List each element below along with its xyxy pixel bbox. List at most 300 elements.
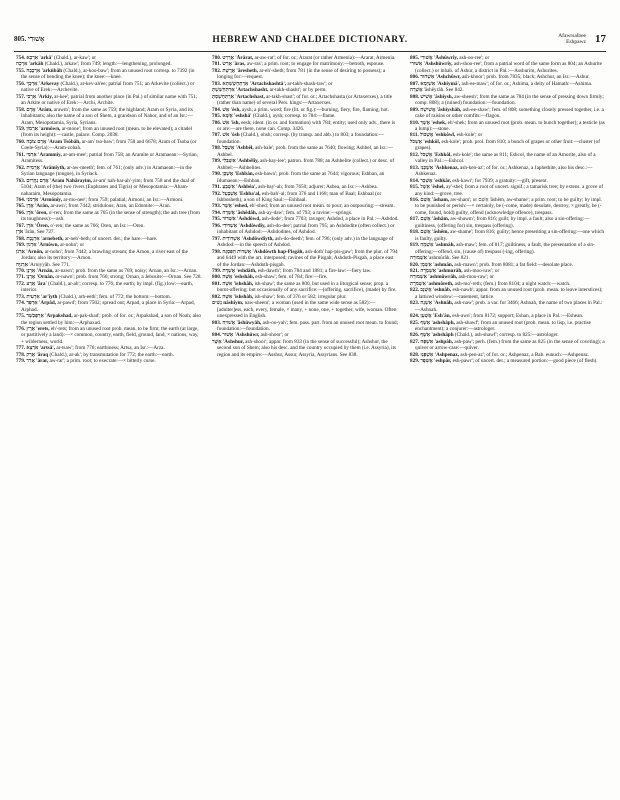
entry-number: 765. (16, 203, 26, 210)
entry-definition: ar-am' nah-har-ah'-yim; from 758 and the dual of 5104; Aram of (the) two rivers (Euphrates and Tigris) or Mesopotamia:—Aham-naharaim, Mesopotamia. (21, 177, 195, 197)
entry-number: 800. (212, 274, 222, 281)
entry-definition: esh-kole'; prob. prol. from 810; a bunch of grapes or other fruit:—cluster (of grapes). (415, 138, 600, 152)
entry-definition: ar-mo-nee'; from 759; palatial; Armoni, an Isr.:—Armoni. (63, 196, 184, 203)
entry-headword: אֶשְׁבָּן 'Eshbân, (222, 171, 254, 178)
entry-number: 777. (16, 345, 26, 352)
entry-headword: אִשָּׁה 'ishshâh, (222, 293, 254, 300)
entry-headword: אַשָּׁף 'ashshâph (420, 332, 454, 339)
entry-definition: esh-bah'-al; from 376 and 1168; man of Baal; Eshbaal (or Ishbosheth), a son of King Saul:—Eshbaal. (217, 190, 382, 203)
entry-definition: esh-kole'; or (456, 132, 483, 139)
entry-number: 821. (410, 267, 420, 274)
entry-headword: אַשְׁחוּר 'Ashchûwr, (420, 74, 461, 81)
entry-number: 776. (16, 326, 26, 333)
entry-headword: אֲרַק 'ăraq (26, 351, 49, 358)
dictionary-entry (16, 152, 202, 165)
entry-definition: ar-aw-meeth'; fem. of 761; (only adv.) in Aramaean:—in the Syrian language (tongue), in Syriack. (21, 164, 192, 178)
entry-definition: ar-awn'; from 7442; stridulous; Aran, an Edomite:—Aran. (50, 203, 171, 210)
entry-headword: אָרַשׂ 'âras, (222, 61, 246, 68)
entry-definition: ash-doth' hap-pis-gaw'; from the plur. of 794 and 6449 with the art. interposed; ravines of the Pisgah; Ashdoth-Pisgah, a place east of the Jordan:—Ashdoth-pisgah. (217, 248, 398, 268)
entry-definition: ash-oo-yah'; fem. pass. part. from an unused root mean. to found; foundation:—foundation. (217, 319, 399, 333)
entry-number: 815. (410, 184, 420, 191)
entry-headword: אַרְכָה 'arkâh (16, 61, 44, 68)
entry-number: 771. (16, 274, 26, 281)
entry-definition: esh-nawb'; appar. from an unused root (prob. mean. to leave interstices); a latticed window:—casement, lattice. (415, 287, 603, 300)
entry-headword: אֲרַם נַהֲרַיִם 'Aram Nahărayim, (26, 177, 92, 184)
entry-number: 797. (212, 235, 222, 242)
entry-number: 756. (16, 80, 26, 87)
entry-headword: אֶשְׁעָן 'Esh'ân, (420, 313, 451, 320)
entry-headword: אַשְׁבֵּעַ 'Ashbêa', (222, 184, 257, 191)
entry-headword: אָשִׁישׁ 'âshîysh, (420, 93, 453, 100)
dictionary-entry (16, 165, 202, 178)
entry-headword: אֶשְׁכֹּל 'Eshkôl, (420, 151, 452, 158)
entry-definition: ar-pawd'; from 7502; spread out; Arpad, a place in Syria:—Arpad, Arphad. (21, 300, 195, 313)
entry-number: 792. (212, 190, 222, 197)
entry-definition: ar-eh'-sheth; from 781 (in the sense of desiring to possess); a longing for:—request. (217, 67, 386, 81)
dictionary-entry (212, 68, 399, 81)
entry-definition: 'ashmûrâh. See 821. (428, 255, 470, 262)
entry-headword: אֲרַע 'ăra' (26, 280, 47, 287)
entry-headword: אָשֵׁם 'âshêm, (420, 229, 449, 236)
running-head-right-line1: Afawrsalbee (558, 33, 586, 39)
dictionary-entry (16, 281, 202, 294)
entry-headword: אַשּׁוּר 'Ashshûwr, (222, 332, 260, 339)
entry-definition: esh-pawr'; of uncert. der.; a measured portion:—good piece (of flesh). (452, 358, 598, 365)
entry-number: 766. (16, 209, 26, 216)
entry-number: 785. (212, 113, 222, 120)
entry-headword: אַרְמוֹן 'armôwn, (26, 125, 61, 132)
entry-number: 808. (410, 93, 420, 100)
entry-definition: ash-moo-raw'; or (458, 274, 494, 281)
entry-headword: אַשְׁמוּרָה (410, 255, 427, 262)
entry-number: 820. (410, 261, 420, 268)
entry-definition: ash-ay-daw'; fem. of 793; a ravine:—springs. (258, 209, 353, 216)
entry-definition: ar-tsaw'; from 776; earthiness; Artsa, an Isr.:—Arza. (56, 345, 165, 352)
dictionary-entry (212, 171, 399, 184)
entry-headword: אָרַר 'ârar, (26, 358, 49, 365)
entry-headword: אַרְנֹן 'Arnôn, (16, 248, 44, 255)
entry-definition: o'-ren; from the same as 765 (in the sense of strength); the ash tree (from its toughness):—ash. (21, 209, 200, 223)
entry-number: 810. (410, 119, 420, 126)
entry-definition: aw-shame'; from 816; guilty; hence presenting a sin-offering:—one which is faulty, guilty. (415, 229, 604, 242)
entry-number: 805. (410, 55, 420, 61)
entry-number: 774. (16, 300, 26, 307)
entry-headword: אַשְׁמָן 'ashmân, (420, 261, 454, 268)
entry-number: 778. (16, 351, 26, 358)
entry-number: 819. (410, 242, 420, 249)
entry-definition: (Chald.), ar-kaw'; or (53, 55, 97, 61)
dictionary-entry (16, 210, 202, 223)
dictionary-entry (212, 249, 399, 268)
entry-number: 799. (212, 267, 222, 274)
entry-definition: ash-do-deeth'; fem. of 796; (only adv.) in the language of Ashdod:—in the speech of Ashdod. (217, 235, 394, 249)
entry-headword: אַשְׁמֹרֶת 'ashmôreth, (410, 280, 454, 287)
dictionary-entry (410, 300, 605, 313)
entry-headword: אִשָּׁה 'ishshâh, (222, 280, 254, 287)
dictionary-entry (212, 320, 399, 333)
entry-definition: esh-shaw'; fem. of 784; fire:—fire. (255, 274, 328, 281)
entry-number: 757. (16, 93, 26, 100)
entry-headword: אַשֻּׁר 'Ashshur, (212, 338, 244, 345)
entry-number: 806. (410, 74, 420, 81)
entry-definition: esh-bawn'; prob. from the same as 7644; vigorous; Eshban, an Idumaean:—Eshban. (217, 171, 385, 184)
entry-headword: אַשְׁמוּרָה 'ashmûwrâh, (410, 274, 458, 281)
entry-definition: aw-shawm'; from 816; guilt; by impl. a fault; also a sin-offering:—guiltiness, (offering for) sin, trespass (offering). (415, 216, 590, 229)
entry-number: 811. (410, 132, 419, 139)
entry-definition: (Chald.), arkaw'; from 749; length:—lengthening, prolonged. (44, 61, 172, 68)
entry-number: 827. (410, 338, 420, 345)
entry-number: 822. (410, 287, 420, 294)
entry-headword: אֲשׁוּרִי 'Ăshûwrîy, (420, 55, 458, 61)
running-head-left: 805. אָשׁוּרִי (14, 35, 45, 43)
entry-number: 768. (16, 235, 26, 242)
entry-definition: arawm'; from the same as 759; the highland; Aram or Syria, and its inhabitants; also the name of a son of Shem, a grandson of Nahor, and of an Isr.:—Aram, Mesopotamia, Syria, Syrians. (21, 106, 193, 126)
entry-definition: esh-dawth'; from 784 and 1881; a fire-law:—fiery law. (257, 267, 372, 274)
entry-definition: ash-ee-shaw'; fem. of 808; something closely pressed together, i.e. a cake of raisins or other comfits:—flagon. (415, 106, 604, 120)
entry-number: 769. (16, 242, 26, 249)
entry-number: 755. (16, 67, 26, 74)
column-1 (16, 55, 202, 777)
entry-headword: אַשְׁדּוֹדִי 'Ashdôwdîy, (222, 222, 266, 229)
dictionary-entry (16, 300, 202, 313)
entry-headword: אֹשׁ 'ôsh (222, 132, 240, 139)
dictionary-entry (410, 61, 605, 74)
entry-definition: (Chald.), ar-ak'; by transmutation for 772; the earth:—earth. (49, 351, 174, 358)
entry-definition: (Chald.), ash-shawf'; corresp. to 825:—astrologer. (454, 332, 559, 339)
entry-definition: (Chald.), arh-eeth'; fem. of 772; the bottom:—bottom. (58, 293, 171, 300)
entry-headword: אַרְעִית 'ar'îyth (26, 293, 58, 300)
entry-headword: אַרְנֶבֶת 'arnebeth, (26, 235, 64, 242)
entry-headword: אַרְכֻבָה 'arkûbâh (26, 67, 63, 74)
entry-definition: aw-sheesh'; from the same as 784 (in the sense of pressing down firmly; comp. 808); a (ruined) foundation:—foundation. (415, 93, 604, 107)
entry-definition: ar-nawn'; prob. from the same as 769; noisy; Arnan, an Isr.:—Arnan. (55, 267, 198, 274)
entry-definition: ish-shaw'; the same as 800, but used in a liturgical sense; prop. a burnt-offering; but occasionally of any sacrifice:—(offering, sacrifice), (made) by fire. (217, 280, 397, 294)
entry-definition: ash-dode'; from 7703; ravager; Ashdod, a place in Pal.:—Ashdod. (261, 216, 399, 223)
entry-number: 772. (16, 280, 26, 287)
entry-definition: ash-maw'; fem. of 817; guiltiness, a fault, the presentation of a sin-offering:—offend, sin, (cause of) trespass (-ing, offering). (415, 242, 595, 255)
entry-headword: אֲרֶשֶׁת 'ăresheth, (222, 67, 259, 74)
entry-headword: אֲשִׁישָׁה 'ăshîyshâh, (420, 106, 462, 113)
dictionary-entry (212, 120, 399, 133)
entry-number: 802. (212, 293, 222, 300)
entry-headword: אָשָׁם 'âshâm, (420, 216, 450, 223)
entry-definition: ash-mawn'; prob. from 8081; a fat field:—desolate place. (454, 261, 574, 268)
entry-headword: אֹרֶן 'ôren, (26, 209, 48, 216)
entry-definition: ash-shoor'; or (260, 332, 289, 339)
entry-headword: אַשְׁנָה 'Ashnâh, (420, 300, 454, 307)
entry-definition: ar-kee'; patrial from another place (in Pal.) of similar name with 751; an Arkite or native of Erek:—Archi, Archite. (21, 93, 198, 107)
entry-definition: or-nawn'; prob. from 766; strong; Ornan, a Jebusite:—Ornan. See 728. (55, 274, 202, 281)
entry-headword: אַשְׁפְּנַז 'Ashpenaz, (420, 351, 459, 358)
dictionary-entry (212, 191, 399, 204)
header-rule (14, 51, 606, 52)
entry-definition: esh-kawr'; for 7939; a gratuity:—gift, present. (452, 177, 548, 184)
entry-number: 779. (16, 358, 26, 365)
entry-definition: o'-ren; the same as 766; Oren, an Isr.:—Oren. (50, 222, 145, 229)
entry-number: 798. (212, 248, 222, 255)
entry-definition: aysh; a prim. word; fire (lit. or fig.):—burning, fiery, fire, flaming, hot. (241, 106, 389, 113)
entry-definition: (Chald.), aysh; corresp. to 784:—flame. (252, 113, 336, 120)
entry-number: 804. (212, 332, 222, 339)
entry-headword: אַרְפָּד 'Arpâd, (26, 300, 57, 307)
entry-headword: אֲרָמִית 'Arâmîyth, (26, 164, 66, 171)
entry-headword: אַרְתַּחְשַׁשְׁתְּ 'Artachshasht, (212, 87, 269, 94)
entry-definition: ar-am-mee'; patrial from 758; an Aramite or Aramaean:—Syrian, Aramitess. (21, 151, 198, 165)
entry-headword: אַשְׁדּוֹת הַפִּסְגָּה 'Ashdôwth hap-Pisgâh, (222, 248, 304, 255)
dictionary-entry (212, 223, 399, 236)
dictionary-entry (212, 281, 399, 294)
entry-headword: אֹרֶן 'Ôren, (26, 222, 50, 229)
entry-number: 759. (16, 125, 26, 132)
dictionary-entry (410, 139, 605, 152)
column-2 (212, 55, 399, 777)
dictionary-entry (16, 139, 202, 152)
entry-headword: אֲרָרַט 'Ărârat, (222, 55, 254, 61)
entry-headword: אַשְׁבֵּלִי 'Ashbêlîy, (222, 158, 259, 165)
entry-definition: ar-am' tso-baw'; from 758 and 6678; Aram of Tsoba (or Coele-Syria):—Aram-zobah. (21, 138, 197, 152)
entry-definition: ar-mone'; from an unused root (mean. to be elevated); a citadel (from its height):—castle, palace. Comp. 2038. (21, 125, 193, 139)
entry-number: 788. (212, 145, 222, 152)
dictionary-entry (16, 68, 202, 81)
entry-definition: ash-naw'; prob. a var. for 3466; Ashnah, the name of two places in Pal.:—Ashnah. (415, 300, 603, 313)
entry-headword: אַשְׁבֵּל 'Ashbêl, (222, 145, 254, 152)
entry-number: 809. (410, 106, 420, 113)
entry-number: 817. (410, 216, 420, 223)
entry-definition: ash-pen-az'; of for. or.; Ashpenaz, a Bab. eunuch:—Ashpenaz. (460, 351, 590, 358)
entry-definition: ay'-shel; from a root of uncert. signif.; a tamarisk tree; by extens. a grove of any kind:—grove, tree. (415, 184, 604, 197)
entry-definition: esh-kole'; the same as 811; Eshcol, the name of an Amorite, also of a valley in Pal.:—Eshcol. (415, 151, 596, 165)
entry-definition: ar-nohn'; or (60, 242, 85, 249)
entry-number: 816. (410, 196, 420, 203)
entry-headword: אָרְנָן 'Ornân, (26, 274, 55, 281)
entry-definition: (Chald.), ar-kev-ah'ee; patrial from 751; an Arkevite (collect.) or native of Erek:—Archevite. (21, 80, 195, 94)
entry-number: 794. (212, 209, 222, 216)
entry-definition: ar-nohn'; from 7442; a brawling stream; the Arnon, a river east of the Jordan; also its territory:—Arnon. (21, 248, 188, 262)
entry-headword: אַרְתַּחְשַׁשְׁתָּא 'Artachshashtâ', (222, 80, 287, 87)
entry-definition: (Chald.), ar-ah'; corresp. to 776; the earth; by impl. (fig.) low:—earth, interior. (21, 280, 194, 294)
entry-number: 791. (212, 184, 222, 191)
dictionary-entry (410, 287, 605, 300)
entry-number: 818. (410, 229, 420, 236)
entry-number: 754. (16, 55, 26, 61)
entry-number: 813. (410, 164, 420, 171)
running-head-right-line2: Eshpawz (566, 39, 586, 45)
entry-number: 763. (16, 177, 26, 184)
entry-number: 812. (410, 151, 420, 158)
entry-number: 758. (16, 106, 26, 113)
page-title: HEBREW AND CHALDEE DICTIONARY. (212, 35, 408, 45)
entry-number: 826. (410, 332, 420, 339)
entry-number: 829. (410, 358, 420, 365)
page-header (14, 33, 606, 51)
entry-headword: אַרְכִּי 'Arkiy, (26, 93, 53, 100)
dictionary-entry (212, 132, 399, 145)
entry-definition: ar-takh-shasht'; or by perm. (269, 87, 327, 94)
entry-definition: 'ăshêyrâh. See 842. (423, 87, 464, 94)
entry-headword: אֶשָּׁה 'eshshâh, (222, 274, 254, 281)
entry-number: 823. (410, 300, 420, 307)
entry-definition: naw-sheem'; a woman (used in the same wide sense as 582):—[adulter]ess, each, every, female, × many, + none, one, + together, wife, woman. Often unexpressed in English. (217, 300, 397, 320)
entry-definition: ash-mo'-reth; (fem.) from 8104; a night watch:—watch. (454, 280, 571, 287)
entry-number: 787. (212, 132, 222, 139)
dictionary-entry (410, 165, 605, 178)
entry-definition: ish-shaw'; fem. of 376 or 582; irregular plur. (254, 293, 347, 300)
entry-headword: אַרַמִּי 'Arammîy, (26, 151, 62, 158)
entry-headword: אֶשְׁכּוֹל 'eshkôwl, (420, 132, 456, 139)
entry-number: 789. (212, 158, 222, 165)
entry-definition: ar-aw-rat'; of for. or.; Ararat (or rather Armenia):—Ararat, Armenia. (254, 55, 396, 61)
entry-number: 760. (16, 138, 26, 145)
entry-definition: ar-neh'-beth; of uncert. der.; the hare:—hare. (64, 235, 158, 242)
entry-headword: אֶשְׁפָּר 'eshpâr, (420, 358, 452, 365)
entry-headword: אַשְׁדּוֹדִית 'Ashdôwdîyth, (222, 235, 274, 242)
dictionary-entry (410, 339, 605, 352)
running-head-right (558, 33, 586, 45)
entry-headword: אַשְׁפָּה 'ashpâh, (420, 338, 454, 345)
entry-headword: אַרְמֹנִי 'Armônîy, (26, 196, 63, 203)
entry-number: 781. (212, 61, 222, 68)
entry-headword: אַרְנוֹן 'Arnôwn, (26, 242, 59, 249)
entry-headword: אֲרָן 'Arân, (26, 203, 50, 210)
entry-headword: אֲרַם צוֹבָה 'Aram Tsôbâh, (26, 138, 81, 145)
dictionary-entry (16, 313, 202, 326)
dictionary-entry (212, 94, 399, 107)
entry-definition: ash-ken-az'; of for. or.; Ashkenaz, a Japhethite, also his desc.:—Ashkenaz. (415, 164, 593, 178)
entry-headword: אַשְׁיְמָא 'Ashîymâ', (420, 80, 461, 87)
dictionary-entry (212, 158, 399, 171)
entry-number: 783. (212, 80, 222, 87)
entry-number: 790. (212, 171, 222, 178)
dictionary-entry (16, 107, 202, 126)
entry-definition: (Chald.), ohsh; corresp. (by transp. and abb.) to 803; a foundation:—foundation. (217, 132, 384, 145)
entry-definition: ar-pak-shad'; prob. of for. or.; Arpakshad, a son of Noah; also the region settled by him:—Arphaxad. (21, 313, 201, 326)
entry-headword: אַרְנָן 'Arnân, (26, 267, 54, 274)
entry-headword: אַרְכָא 'arkâ' (26, 55, 53, 61)
entry-definition: ash-paw'; perh. (fem.) from the same as 825 (in the sense of covering); a quiver or arrow-case:—quiver. (415, 338, 605, 352)
entry-definition: eh'-shed; from an unused root mean. to pour; an outpouring:—stream. (249, 203, 395, 210)
entry-headword: אֲרָם 'Arâm, (26, 106, 53, 113)
entry-number: 775. (16, 313, 26, 320)
entry-headword: אַרְכְּוָי 'Arkevay (26, 80, 60, 87)
entry-definition: esh-awn'; from 8172; support; Eshan, a place in Pal.:—Eshean. (452, 313, 584, 320)
entry-headword: אַשּׁוּרִי 'Ashshûwrîy, (410, 61, 453, 68)
dictionary-entry (410, 94, 605, 107)
entry-headword: אָשַׁם 'âsham, (420, 196, 450, 203)
page-number: 17 (595, 33, 606, 45)
entry-headword: אַרְצָא 'artsâ', (26, 345, 56, 352)
entry-definition: eesh; ident. (in or. and formation) with 784; entity; used only adv., there is or are:—are there, none can. Comp. 3426. (217, 119, 396, 132)
entry-definition: ash-shoor'; appar. from 833 (in the sense of successful); Ashshur, the second son of Shem; also his desc. and the country occupied by them (i.e. Assyria), its region and its empire:—Asshur, Assur, Assyria, Assyrians. See 838. (217, 338, 397, 358)
entry-headword: אַרְתַּחְשַׁסְתְּ 'Artachshast, (212, 93, 265, 100)
entry-headword: אַשְׁדּוֹד 'Ashdôwd, (222, 216, 261, 223)
entry-headword: נָשִׁים nâshîym, (212, 300, 244, 307)
entry-definition: ar-takh-shash-taw'; or (287, 80, 333, 87)
entry-definition: ash-do-dee'; patrial from 795; an Ashdodite (often collect.) or inhabitant of Ashdod:—Ashdodites, of Ashdod. (217, 222, 395, 236)
entry-headword: אֶשְׁכָּר 'eshkâr, (420, 177, 452, 184)
entry-number: 796. (212, 222, 222, 229)
entry-definition: eh'-shek; from an unused root (prob. mean. to bunch together); a testicle (as a lump):—stone. (415, 119, 605, 132)
entry-definition: aw-sham'; or אָשֵׁם 'âshêm, aw-shame'; a prim. root; to be guilty; by impl. to be punished or perish:—× certainly, be (-come, made) desolate, destroy, × greatly, be (-come, found, hold) guilty, offend (acknowledge offence), trespass. (415, 196, 602, 216)
entry-headword: אַרְנִיָּה (16, 261, 28, 268)
column-3 (410, 55, 605, 777)
entry-definition: aw-ras'; a prim. root; to engage for matrimony:—betroth, espouse. (246, 61, 385, 68)
entry-headword: אַשְׁמָה 'ashmâh, (420, 242, 455, 249)
dictionary-entry (16, 358, 202, 364)
entry-definition: ash-moo-raw'; or (463, 267, 500, 274)
dictionary-entry (410, 152, 605, 165)
entry-headword: אֲשֵׁדָה 'ăshêdâh, (222, 209, 258, 216)
dictionary-entry (212, 339, 399, 358)
entry-number: 801. (212, 280, 222, 287)
entry-definition: 'Arniyyâh. See 771. (29, 261, 71, 268)
dictionary-entry (410, 320, 605, 333)
dictionary-entry (16, 126, 202, 139)
dictionary-entry (410, 358, 605, 364)
entry-definition: aw-rar'; a prim. root; to execrate:—× bitterly curse. (49, 358, 156, 365)
dictionary-entry (16, 249, 202, 262)
entry-headword: אֶשָּׁא 'eshshâ' (222, 113, 252, 120)
entry-headword: אֶשְׁנָב 'eshnâb, (420, 287, 452, 294)
entry-number: 767. (16, 222, 26, 229)
entry-headword: אִשׁ 'îsh, (222, 119, 240, 126)
entry-number: 762. (16, 164, 26, 171)
entry-definition: ash-shawf'; from an unused root (prob. mean. to lisp, i.e. practise enchantment); a conjurer:—astrologer. (415, 319, 591, 333)
entry-definition: ash-oo-ree'; or (459, 55, 490, 61)
entry-number: 786. (212, 119, 222, 126)
entry-definition: ash-khoor'; prob. from 7835; black; Ashchur, an Isr.:—Ashur. (461, 74, 590, 81)
dictionary-entry (212, 236, 399, 249)
dictionary-entry (410, 184, 605, 197)
entry-number: 782. (212, 67, 222, 74)
entry-headword: אֹרֶן (16, 229, 24, 236)
dictionary-entry (16, 81, 202, 94)
dictionary-entry (410, 216, 605, 229)
entry-headword: אַשְׁכְּנַז 'Ashkenaz, (420, 164, 459, 171)
dictionary-entry (16, 94, 202, 107)
entry-definition: ash-bale'; prob. from the same as 7640; flowing; Ashbel, an Isr.:—Ashbel. (217, 145, 393, 158)
entry-number: 764. (16, 196, 26, 203)
entry-headword: אַשָּׁף 'ashshâph, (420, 319, 455, 326)
entry-definition: ash-bay'-ah; from 7650; adjurer; Asbea, an Isr.:—Ashbea. (258, 184, 378, 191)
entry-definition: ar-takh-shast'; of for. or.; Artachshasta (or Artaxerxes), a title (rather than name) of several Pers. kings:—Artaxerxes. (217, 93, 393, 107)
entry-number: 773. (16, 293, 26, 300)
entry-headword: אֶשְׁבַּעַל 'Eshba'al, (222, 190, 261, 197)
entry-headword: אֶרֶץ 'erets, (26, 326, 50, 333)
entry-headword: אַרְפַּכְשַׁד 'Arpakshad, (26, 313, 73, 320)
entry-number: 807. (410, 80, 420, 87)
entry-definition: eh'-rets; from an unused root prob. mean. to be firm; the earth (at large, or partitively a land):—× common, country, earth, field, ground, land, × nations, way, + wilderness, world. (21, 326, 199, 345)
entry-headword: אֶשֶׁךְ 'eshek, (420, 119, 447, 126)
entry-headword: אֵשֶׁל 'êshel, (420, 184, 445, 191)
entry-headword: אֵשׁ 'êsh, (222, 106, 241, 113)
entry-number: 803. (212, 319, 222, 326)
entry-headword: אֲשׁוּיָה 'ăshûwyâh, (222, 319, 262, 326)
entry-definition: 'ârân. See 727. (24, 229, 55, 236)
dictionary-entry (410, 120, 605, 133)
entry-headword: אֶשְׁכֹּל 'eshkôl, (410, 138, 441, 145)
entry-definition: ash-shoo-ree'; from a patrial word of the same form as 804; an Ashurite (collect.) or inhab. of Ashur, a district in Pal.:—Asshurim, Ashurites. (415, 61, 602, 74)
dictionary-entry (410, 197, 605, 216)
dictionary-entry (212, 300, 399, 319)
entry-number: 784. (212, 106, 222, 113)
dictionary-entry (16, 326, 202, 345)
dictionary-entry (16, 178, 202, 197)
dictionary-entry (212, 145, 399, 158)
entry-number: 825. (410, 319, 420, 326)
entry-headword: אַשְׁמֻרָה 'ashmurâh, (420, 267, 463, 274)
entry-number: 770. (16, 267, 26, 274)
dictionary-entry (410, 229, 605, 242)
